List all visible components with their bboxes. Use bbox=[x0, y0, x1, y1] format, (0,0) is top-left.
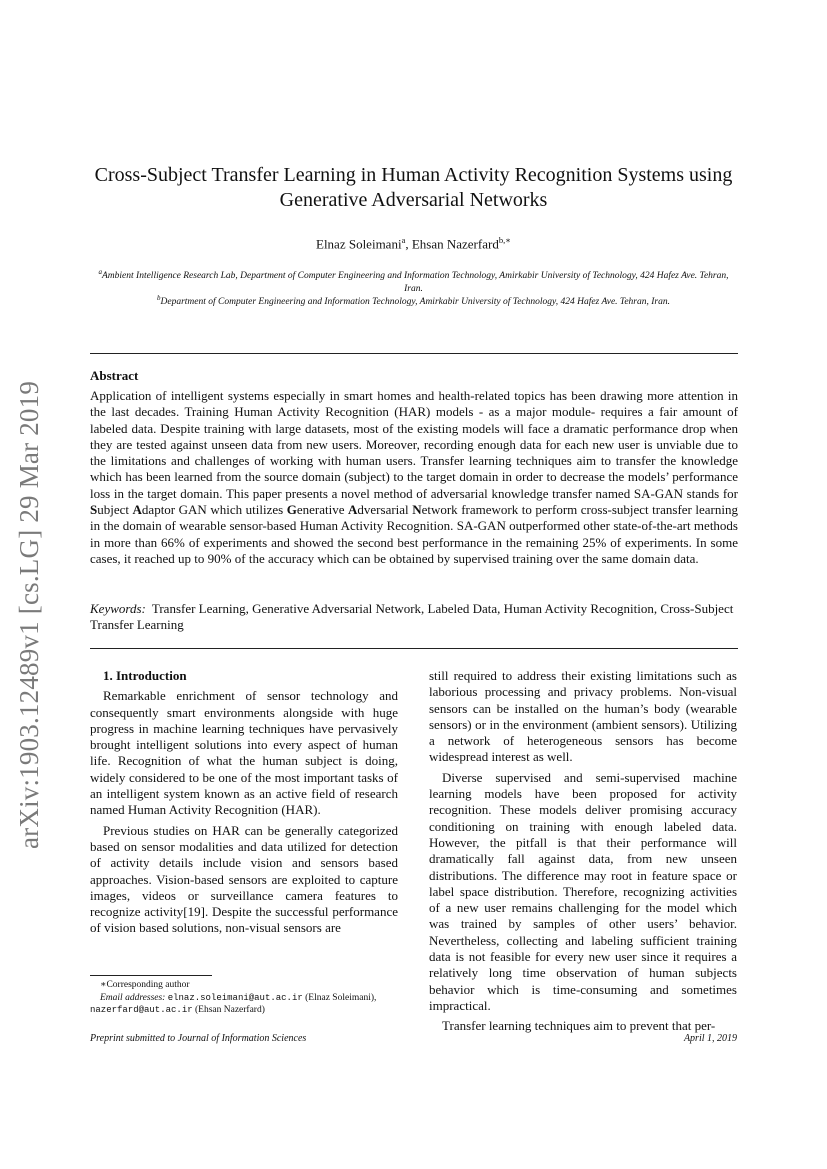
column-left bbox=[90, 668, 398, 941]
acronym-letter: A bbox=[348, 502, 358, 518]
affil-mark: b bbox=[157, 294, 161, 302]
email-link[interactable]: elnaz.soleimani@aut.ac.ir bbox=[167, 992, 303, 1003]
preprint-date: April 1, 2019 bbox=[683, 1033, 737, 1044]
paper-title: Cross-Subject Transfer Learning in Human Activity Recognition Systems using Generative Adversarial Networks bbox=[94, 164, 733, 211]
acronym-letter: S bbox=[90, 502, 98, 518]
email-owner: (Elnaz Soleimani), bbox=[305, 992, 377, 1003]
acronym-rest: enerative bbox=[296, 502, 349, 518]
affil-text: Ambient Intelligence Research Lab, Department of Computer Engineering and Information Technology, Amirkabir University of Technology, 424 Hafez Ave. Tehran, Iran. bbox=[102, 271, 729, 294]
email-link[interactable]: nazerfard@aut.ac.ir bbox=[90, 1005, 193, 1015]
footnote-emails bbox=[90, 992, 400, 1017]
footnotes bbox=[90, 979, 400, 1017]
paragraph: Remarkable enrichment of sensor technology and consequently smart environments alongside with huge progress in machine learning techniques have pervasively brought intelligent solutions into every aspect of human life. Recognition of what the human subject is doing, widely considered to be one of the most important tasks of an intelligent system known as an active field of research named Human Activity Recognition (HAR). bbox=[90, 688, 398, 818]
author-name: Ehsan Nazerfard bbox=[411, 236, 499, 252]
preprint-note: Preprint submitted to Journal of Information Sciences bbox=[90, 1033, 307, 1044]
acronym-letter: N bbox=[412, 502, 422, 518]
acronym-rest: ubject bbox=[97, 502, 133, 518]
paragraph: Previous studies on HAR can be generally categorized based on sensor modalities and data utilized for detection of activity details include vision and sensors based approaches. Vision-based sensors are exploited to capture images, videos or surveillance camera features to recognize activity[19]. Despite the successful performance of vision based solutions, non-visual sensors are bbox=[90, 822, 398, 936]
paragraph: Transfer learning techniques aim to prevent that per- bbox=[442, 1018, 716, 1034]
affiliation-a bbox=[90, 266, 737, 295]
keywords bbox=[90, 601, 738, 634]
email-owner: (Ehsan Nazerfard) bbox=[195, 1005, 265, 1015]
affil-mark: a bbox=[98, 268, 102, 276]
abstract-bottom-rule bbox=[90, 648, 738, 649]
acronym-letter: G bbox=[286, 502, 297, 518]
author-name: Elnaz Soleimani bbox=[316, 236, 402, 252]
abstract-heading: Abstract bbox=[90, 368, 139, 383]
affiliation-b bbox=[90, 292, 737, 309]
author-affil-mark: b,∗ bbox=[498, 235, 511, 245]
keywords-text: Transfer Learning, Generative Adversarial Network, Labeled Data, Human Activity Recognition, Cross-Subject Transfer Learning bbox=[90, 601, 734, 633]
acronym-rest: etwork bbox=[421, 502, 458, 518]
section-heading: 1. Introduction bbox=[103, 668, 187, 683]
affil-text: Department of Computer Engineering and Information Technology, Amirkabir University of Technology, 424 Hafez Ave. Tehran, Iran. bbox=[160, 297, 670, 308]
acronym-letter: A bbox=[132, 502, 142, 518]
abstract-top-rule bbox=[90, 353, 738, 354]
abstract-body bbox=[90, 388, 738, 567]
email-label: Email addresses: bbox=[100, 992, 166, 1003]
paragraph: still required to address their existing limitations such as laborious processing and privacy problems. Non-visual sensors can be installed on the human’s body (wearable sensors) or in the environment (ambient sensors). Utilizing a network of heterogeneous sensors has become widespread interest as well. bbox=[429, 668, 737, 765]
abstract-text: framework to perform cross-subject transfer learning in the domain of wearable sensor-based Human Activity Recognition. SA-GAN outperformed other state-of-the-art methods in more than 66% of experiments and showed the second best performance in the remaining 25% of experiments. In some cases, it reached up to 90% of the accuracy which can be obtained by supervised training over the same domain data. bbox=[90, 502, 739, 566]
acronym-rest: dversarial bbox=[357, 502, 413, 518]
footnote-corresponding: ∗Corresponding author bbox=[100, 980, 190, 990]
paragraph: Diverse supervised and semi-supervised machine learning models have been proposed for activity recognition. These models deliver promising accuracy conditioning on training with enough labeled data. However, the pitfall is that their performance will dramatically fall against data, from new unseen distributions. The difference may root in feature space or label space distribution. Therefore, recognizing activities of a new user remains challenging for the model which was trained by samples of other users’ behavior. Nevertheless, collecting and labeling sufficient training data is not feasible for every new user since it requires a relatively long time observation of human subjects behavior which is time-consuming and sometimes impractical. bbox=[429, 769, 737, 1013]
footnote-rule bbox=[90, 975, 212, 976]
author-affil-mark: a bbox=[401, 235, 406, 245]
keywords-label: Keywords: bbox=[90, 601, 146, 616]
acronym-rest: daptor GAN which utilizes bbox=[141, 502, 287, 518]
arxiv-identifier: arXiv:1903.12489v1 [cs.LG] 29 Mar 2019 bbox=[14, 380, 44, 849]
author-list: Elnaz Soleimani$^a$, Ehsan Nazerfard$^{b,∗}$ bbox=[316, 235, 511, 252]
abstract-text: Application of intelligent systems especially in smart homes and health-related topics has been drawing more attention in the last decades. Training Human Activity Recognition (HAR) models - as a major module- requires a fair amount of labeled data. Despite training with large datasets, most of the existing models will face a dramatic performance drop when they are tested against unseen data from new users. Moreover, recording enough data for each new user is unviable due to the limitations and challenges of working with human users. Transfer learning techniques aim to transfer the knowledge which has been learned from the source domain (subject) to the target domain in order to decrease the models’ performance loss in the target domain. This paper presents a novel method of adversarial knowledge transfer named SA-GAN stands for bbox=[90, 388, 738, 501]
column-right bbox=[429, 668, 737, 1039]
arxiv-stamp bbox=[14, 360, 54, 880]
